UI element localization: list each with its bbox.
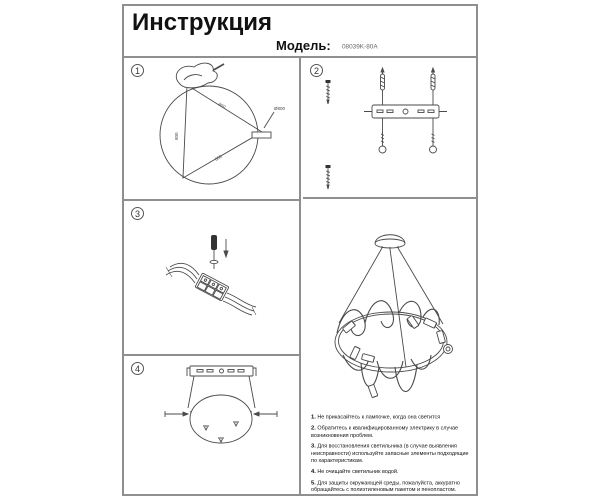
step-1-badge: 1 xyxy=(131,64,144,77)
note-number: 2. xyxy=(311,424,316,431)
note-item xyxy=(311,468,473,476)
panel-step-3 xyxy=(124,199,299,354)
dim-bottom-label: 800 xyxy=(213,153,223,162)
note-item xyxy=(311,413,473,421)
panel-assembled-view xyxy=(303,201,476,494)
step-4-badge: 4 xyxy=(131,362,144,375)
step-2-badge: 2 xyxy=(310,64,323,77)
panel-step-4 xyxy=(124,354,299,494)
chandelier-drawing xyxy=(303,201,475,413)
note-text: Обратитесь к квалифицированному электрику в случае возникновения проблем. xyxy=(311,424,459,439)
safety-notes xyxy=(311,413,473,497)
note-text: Для защиты окружающей среды, пожалуйста, аккуратно обращайтесь с полиэтиленовым пакетом и пенопластом. xyxy=(311,479,460,493)
canopy-mounting-diagram xyxy=(124,356,301,494)
page-title: Инструкция xyxy=(132,9,273,36)
panel-step-2 xyxy=(303,58,476,199)
title-block xyxy=(124,6,476,58)
step-3-badge: 3 xyxy=(131,207,144,220)
wiring-diagram xyxy=(124,201,301,354)
note-number: 5. xyxy=(311,478,316,486)
note-text: Не прикасайтесь к лампочке, когда она светится xyxy=(317,413,441,420)
note-number: 3. xyxy=(311,442,316,450)
note-text: Для восстановления светильника (в случае выявления неисправности) используйте запасные элементы подходящие по характеристикам. xyxy=(311,443,469,464)
model-number: 08039K-80A xyxy=(342,43,378,51)
note-number: 4. xyxy=(311,467,316,475)
note-item xyxy=(311,424,473,439)
note-number: 1. xyxy=(311,413,316,420)
dim-top-label: 800 xyxy=(217,101,227,110)
panel-step-1 xyxy=(124,58,299,199)
dim-callout-label: Ø800 xyxy=(274,106,286,111)
left-column xyxy=(124,58,301,494)
instruction-sheet xyxy=(122,4,478,496)
note-text: Не очищайте светильник водой. xyxy=(317,468,399,475)
note-item xyxy=(311,479,473,494)
ceiling-marking-diagram xyxy=(124,58,301,199)
dim-left-label: 800 xyxy=(174,132,179,140)
note-item xyxy=(311,442,473,464)
panel-grid xyxy=(124,58,476,494)
right-column xyxy=(303,58,476,494)
bracket-hardware-diagram xyxy=(303,58,475,199)
model-label: Модель: xyxy=(276,38,331,53)
